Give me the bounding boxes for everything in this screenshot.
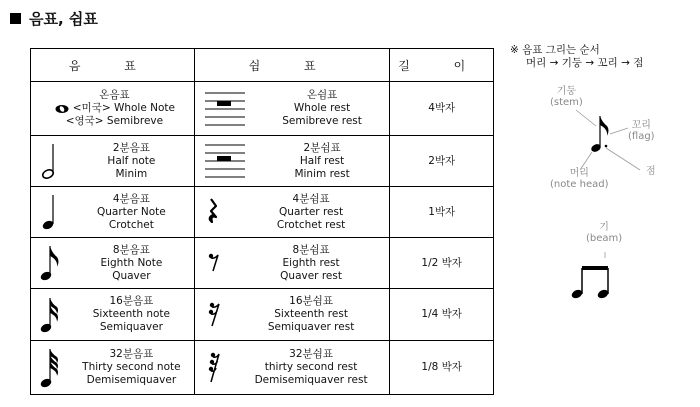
note-name-alt: Minim (115, 167, 148, 180)
table-row (31, 238, 494, 289)
rest-cell (194, 341, 390, 395)
length-cell: 1박자 (390, 187, 494, 238)
table-row (31, 289, 494, 341)
sixteenth-rest-icon (207, 300, 221, 330)
note-head-label: 머리 (note head) (550, 168, 609, 190)
rest-name-ko: 온쉼표 (306, 89, 338, 101)
length-cell: 1/2 박자 (390, 238, 494, 289)
half-rest-icon (203, 141, 247, 181)
rest-name-en: Half rest (299, 154, 345, 167)
eighth-note-icon (39, 243, 61, 283)
header-length: 길 이 (390, 49, 494, 82)
eighth-rest-icon (207, 251, 221, 275)
sixteenth-note-icon (39, 295, 61, 335)
note-cell (31, 289, 195, 341)
note-name-alt: Semiquaver (99, 321, 163, 333)
rest-name-en: Whole rest (293, 102, 351, 114)
whole-rest-icon (203, 89, 247, 129)
quarter-rest-icon (206, 197, 222, 227)
square-bullet-icon (10, 13, 21, 24)
section-title-text: 음표, 쉼표 (29, 10, 98, 28)
length-cell: 2박자 (390, 136, 494, 187)
note-name-alt: Quaver (112, 269, 151, 282)
header-note: 음 표 (31, 49, 195, 82)
note-name-en: Thirty second note (82, 361, 181, 373)
note-name-en: Eighth Note (100, 256, 163, 269)
rest-name-alt: Minim rest (294, 167, 350, 180)
rest-name-en: Sixteenth rest (274, 308, 348, 320)
note-name-ko: 온음표 (99, 89, 130, 101)
header-rest: 쉼 표 (194, 49, 390, 82)
beamed-eighth-notes-icon (570, 250, 620, 300)
note-name-en: Quarter Note (97, 205, 166, 218)
rest-name-ko: 4분쉼표 (292, 192, 330, 205)
quarter-note-icon (40, 192, 60, 232)
section-title (10, 8, 98, 29)
note-name-ko: 8분음표 (112, 243, 150, 256)
dot-label: 점 (646, 166, 656, 177)
note-name-ko: 16분음표 (109, 295, 154, 307)
drawing-order-steps: 머리 → 기둥 → 꼬리 → 점 (526, 57, 644, 69)
table-row (31, 341, 494, 395)
table-row (31, 82, 494, 136)
rest-name-ko: 32분쉼표 (289, 348, 333, 360)
rest-name-en: Quarter rest (279, 205, 344, 218)
note-cell (31, 238, 195, 289)
beam-label: 기 (beam) (586, 222, 623, 244)
note-name-ko: 4분음표 (112, 192, 150, 205)
thirty-second-note-icon (39, 346, 61, 390)
note-name-ko: 32분음표 (109, 348, 154, 360)
table-row (31, 187, 494, 238)
note-name-alt: Crotchet (108, 218, 154, 231)
note-cell (31, 136, 195, 187)
note-cell (31, 341, 195, 395)
dotted-eighth-note-icon (510, 104, 690, 194)
drawing-order-title: ※ 음표 그리는 순서 (510, 44, 600, 56)
rest-name-ko: 8분쉼표 (292, 243, 330, 256)
thirty-second-rest-icon (207, 350, 221, 386)
rest-name-alt: Quaver rest (280, 269, 342, 282)
note-name-en: Half note (107, 154, 156, 167)
drawing-order-note (510, 44, 643, 70)
whole-note-icon (54, 104, 70, 114)
length-cell: 1/4 박자 (390, 289, 494, 341)
note-name-ko: 2분음표 (112, 141, 150, 154)
note-rest-table (30, 48, 494, 395)
table-row (31, 136, 494, 187)
note-anatomy-panel (510, 44, 700, 404)
note-cell (31, 187, 195, 238)
rest-name-en: Eighth rest (282, 256, 340, 269)
length-cell: 1/8 박자 (390, 341, 494, 395)
rest-name-alt: Crotchet rest (276, 218, 346, 231)
rest-cell (194, 136, 390, 187)
note-name-alt: <영국> Semibreve (65, 115, 164, 127)
flag-label: 꼬리 (flag) (628, 120, 655, 142)
half-note-icon (40, 141, 60, 181)
rest-name-alt: Semibreve rest (282, 115, 362, 127)
note-name-en: Sixteenth note (92, 308, 171, 320)
stem-label: 기둥 (stem) (550, 86, 583, 108)
rest-name-ko: 16분쉼표 (289, 295, 333, 307)
rest-cell (194, 289, 390, 341)
rest-name-alt: Demisemiquaver rest (254, 374, 368, 386)
note-name-alt: Demisemiquaver (86, 374, 177, 386)
length-cell: 4박자 (390, 82, 494, 136)
note-name-en: <미국> Whole Note (72, 102, 176, 114)
note-cell (31, 82, 195, 136)
rest-cell (194, 187, 390, 238)
rest-cell (194, 238, 390, 289)
rest-name-en: thirty second rest (264, 361, 358, 373)
rest-name-ko: 2분쉼표 (303, 141, 341, 154)
rest-cell (194, 82, 390, 136)
rest-name-alt: Semiquaver rest (267, 321, 355, 333)
